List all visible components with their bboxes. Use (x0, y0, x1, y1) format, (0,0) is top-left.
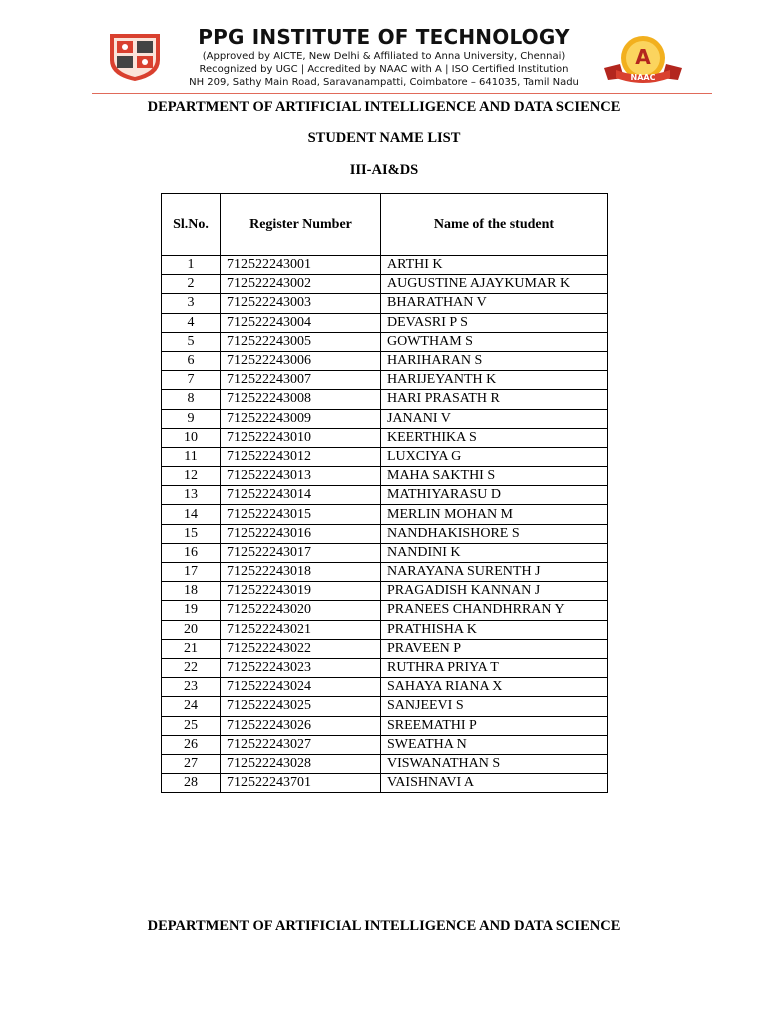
column-header-slno: Sl.No. (162, 194, 221, 256)
cell-slno: 8 (162, 390, 221, 409)
table-row (162, 582, 608, 601)
cell-register-number: 712522243006 (221, 351, 381, 370)
cell-slno: 11 (162, 447, 221, 466)
cell-slno: 21 (162, 639, 221, 658)
cell-student-name: HARIHARAN S (381, 351, 608, 370)
table-row (162, 563, 608, 582)
class-title: III-AI&DS (349, 162, 419, 178)
cell-student-name: PRANEES CHANDHRRAN Y (381, 601, 608, 620)
cell-student-name: VAISHNAVI A (381, 774, 608, 793)
cell-register-number: 712522243002 (221, 275, 381, 294)
cell-slno: 23 (162, 678, 221, 697)
cell-slno: 20 (162, 620, 221, 639)
table-row (162, 294, 608, 313)
cell-slno: 27 (162, 754, 221, 773)
cell-register-number: 712522243020 (221, 601, 381, 620)
address-line: NH 209, Sathy Main Road, Saravanampatti, Coimbatore – 641035, Tamil Nadu (189, 77, 579, 88)
cell-register-number: 712522243014 (221, 486, 381, 505)
cell-slno: 14 (162, 505, 221, 524)
cell-register-number: 712522243007 (221, 371, 381, 390)
cell-student-name: DEVASRI P S (381, 313, 608, 332)
cell-student-name: BHARATHAN V (381, 294, 608, 313)
cell-slno: 19 (162, 601, 221, 620)
cell-slno: 18 (162, 582, 221, 601)
department-title: DEPARTMENT OF ARTIFICIAL INTELLIGENCE AND DATA SCIENCE (147, 99, 621, 115)
cell-student-name: SREEMATHI P (381, 716, 608, 735)
table-row (162, 658, 608, 677)
cell-student-name: GOWTHAM S (381, 332, 608, 351)
table-header-row (162, 194, 608, 256)
cell-student-name: PRATHISHA K (381, 620, 608, 639)
table-row (162, 256, 608, 275)
cell-register-number: 712522243701 (221, 774, 381, 793)
cell-register-number: 712522243003 (221, 294, 381, 313)
table-row (162, 716, 608, 735)
cell-student-name: RUTHRA PRIYA T (381, 658, 608, 677)
cell-register-number: 712522243013 (221, 467, 381, 486)
table-row (162, 639, 608, 658)
table-row (162, 678, 608, 697)
table-row (162, 351, 608, 370)
naac-a-grade-badge (600, 34, 686, 86)
cell-student-name: VISWANATHAN S (381, 754, 608, 773)
cell-slno: 24 (162, 697, 221, 716)
letterhead (0, 0, 768, 96)
cell-register-number: 712522243005 (221, 332, 381, 351)
cell-student-name: ARTHI K (381, 256, 608, 275)
column-header-register-number: Register Number (221, 194, 381, 256)
cell-register-number: 712522243012 (221, 447, 381, 466)
table-row (162, 754, 608, 773)
cell-register-number: 712522243019 (221, 582, 381, 601)
cell-student-name: NARAYANA SURENTH J (381, 563, 608, 582)
table-row (162, 313, 608, 332)
table-row (162, 697, 608, 716)
cell-slno: 6 (162, 351, 221, 370)
cell-register-number: 712522243024 (221, 678, 381, 697)
cell-student-name: SANJEEVI S (381, 697, 608, 716)
cell-slno: 16 (162, 543, 221, 562)
header-divider (92, 93, 712, 94)
cell-student-name: PRAVEEN P (381, 639, 608, 658)
cell-student-name: NANDINI K (381, 543, 608, 562)
cell-slno: 22 (162, 658, 221, 677)
cell-slno: 7 (162, 371, 221, 390)
cell-slno: 15 (162, 524, 221, 543)
cell-slno: 12 (162, 467, 221, 486)
cell-register-number: 712522243018 (221, 563, 381, 582)
table-row (162, 409, 608, 428)
cell-register-number: 712522243010 (221, 428, 381, 447)
cell-slno: 1 (162, 256, 221, 275)
cell-student-name: AUGUSTINE AJAYKUMAR K (381, 275, 608, 294)
cell-register-number: 712522243004 (221, 313, 381, 332)
institution-crest-logo (104, 30, 166, 82)
table-row (162, 774, 608, 793)
institution-name: PPG INSTITUTE OF TECHNOLOGY (198, 25, 570, 49)
column-header-student-name: Name of the student (381, 194, 608, 256)
cell-register-number: 712522243016 (221, 524, 381, 543)
cell-slno: 28 (162, 774, 221, 793)
recognition-line: Recognized by UGC | Accredited by NAAC with A | ISO Certified Institution (199, 64, 569, 75)
cell-slno: 26 (162, 735, 221, 754)
cell-register-number: 712522243023 (221, 658, 381, 677)
cell-student-name: HARIJEYANTH K (381, 371, 608, 390)
cell-register-number: 712522243026 (221, 716, 381, 735)
cell-register-number: 712522243022 (221, 639, 381, 658)
cell-student-name: NANDHAKISHORE S (381, 524, 608, 543)
cell-student-name: KEERTHIKA S (381, 428, 608, 447)
table-row (162, 486, 608, 505)
cell-slno: 13 (162, 486, 221, 505)
table-row (162, 467, 608, 486)
cell-register-number: 712522243025 (221, 697, 381, 716)
cell-register-number: 712522243009 (221, 409, 381, 428)
list-title: STUDENT NAME LIST (307, 130, 461, 146)
cell-slno: 5 (162, 332, 221, 351)
table-row (162, 543, 608, 562)
cell-slno: 2 (162, 275, 221, 294)
approval-line: (Approved by AICTE, New Delhi & Affiliated to Anna University, Chennai) (202, 51, 566, 62)
cell-register-number: 712522243027 (221, 735, 381, 754)
cell-student-name: HARI PRASATH R (381, 390, 608, 409)
cell-student-name: LUXCIYA G (381, 447, 608, 466)
cell-student-name: SAHAYA RIANA X (381, 678, 608, 697)
cell-slno: 9 (162, 409, 221, 428)
cell-register-number: 712522243021 (221, 620, 381, 639)
table-row (162, 601, 608, 620)
cell-slno: 4 (162, 313, 221, 332)
naac-grade-text: A (635, 45, 651, 69)
naac-label-text: NAAC (630, 73, 656, 82)
table-row (162, 428, 608, 447)
cell-register-number: 712522243001 (221, 256, 381, 275)
cell-slno: 3 (162, 294, 221, 313)
table-row (162, 275, 608, 294)
cell-student-name: MAHA SAKTHI S (381, 467, 608, 486)
table-row (162, 735, 608, 754)
cell-student-name: MATHIYARASU D (381, 486, 608, 505)
cell-slno: 17 (162, 563, 221, 582)
cell-slno: 25 (162, 716, 221, 735)
institution-info (180, 24, 588, 89)
cell-slno: 10 (162, 428, 221, 447)
table-row (162, 524, 608, 543)
cell-register-number: 712522243017 (221, 543, 381, 562)
cell-student-name: PRAGADISH KANNAN J (381, 582, 608, 601)
table-row (162, 447, 608, 466)
cell-register-number: 712522243028 (221, 754, 381, 773)
student-table (161, 193, 608, 793)
table-row (162, 620, 608, 639)
cell-student-name: MERLIN MOHAN M (381, 505, 608, 524)
cell-register-number: 712522243008 (221, 390, 381, 409)
table-row (162, 332, 608, 351)
table-row (162, 371, 608, 390)
cell-student-name: JANANI V (381, 409, 608, 428)
cell-register-number: 712522243015 (221, 505, 381, 524)
table-row (162, 390, 608, 409)
footer-department-title: DEPARTMENT OF ARTIFICIAL INTELLIGENCE AND DATA SCIENCE (147, 918, 621, 934)
cell-student-name: SWEATHA N (381, 735, 608, 754)
table-row (162, 505, 608, 524)
